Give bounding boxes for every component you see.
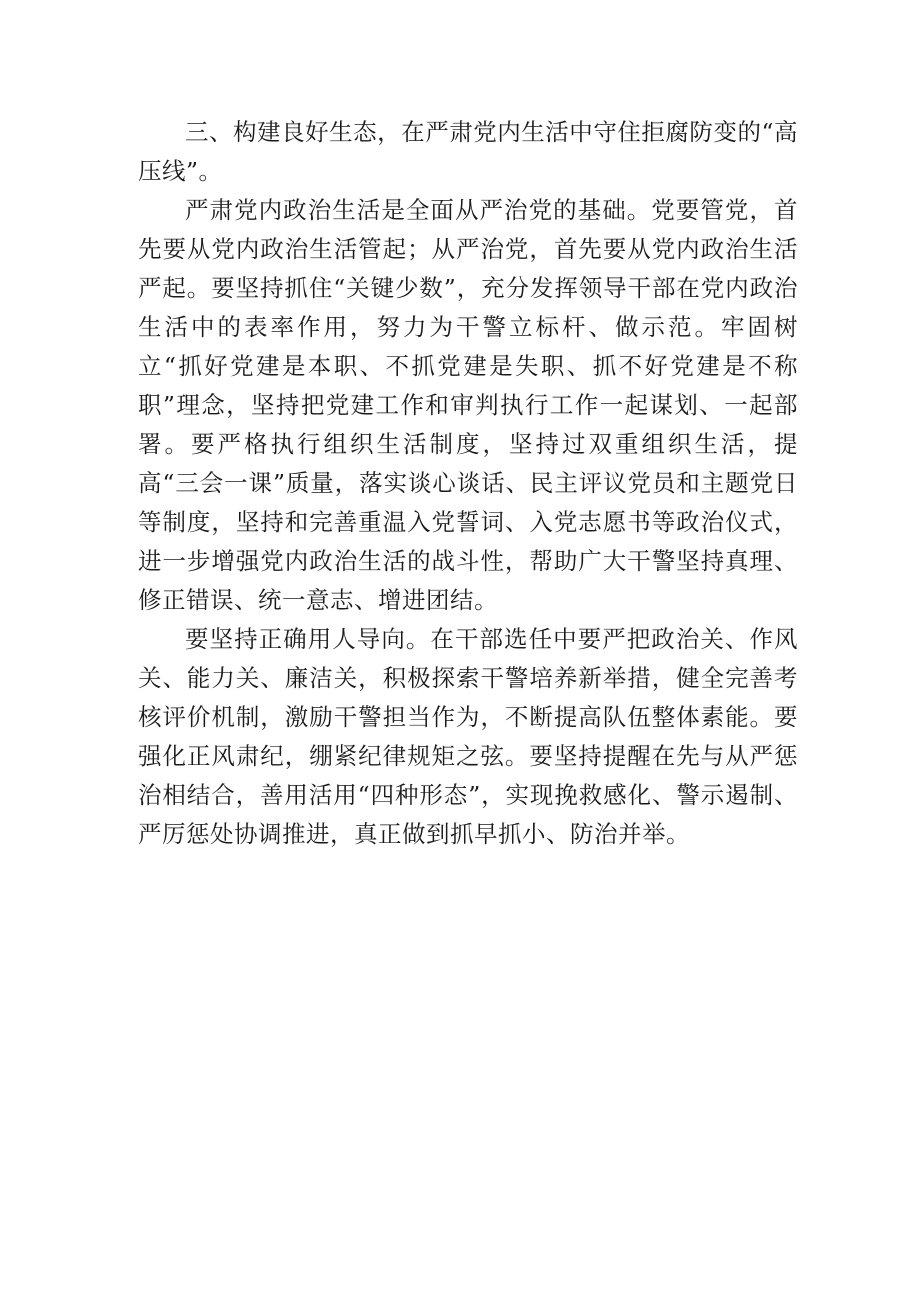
document-body <box>138 113 798 854</box>
section-heading-paragraph: 三、构建良好生态，在严肃党内生活中守住拒腐防变的“高压线”。 <box>138 118 798 185</box>
body-paragraph-personnel: 要坚持正确用人导向。在干部选任中要严把政治关、作风关、能力关、廉洁关，积极探索干警培养新举措，健全完善考核评价机制，激励干警担当作为，不断提高队伍整体素能。要强化正风肃纪，绷紧纪律规矩之弦。要坚持提醒在先与从严惩治相结合，善用活用“四种形态”，实现挽救感化、警示遏制、严厉惩处协调推进，真正做到抓早抓小、防治并举。 <box>138 625 798 848</box>
body-paragraph-party-life: 严肃党内政治生活是全面从严治党的基础。党要管党，首先要从党内政治生活管起；从严治党，首先要从党内政治生活严起。要坚持抓住“关键少数”，充分发挥领导干部在党内政治生活中的表率作用，努力为干警立标杆、做示范。牢固树立“抓好党建是本职、不抓党建是失职、抓不好党建是不称职”理念，坚持把党建工作和审判执行工作一起谋划、一起部署。要严格执行组织生活制度，坚持过双重组织生活，提高“三会一课”质量，落实谈心谈话、民主评议党员和主题党日等制度，坚持和完善重温入党誓词、入党志愿书等政治仪式，进一步增强党内政治生活的战斗性，帮助广大干警坚持真理、修正错误、统一意志、增进团结。 <box>138 196 798 614</box>
